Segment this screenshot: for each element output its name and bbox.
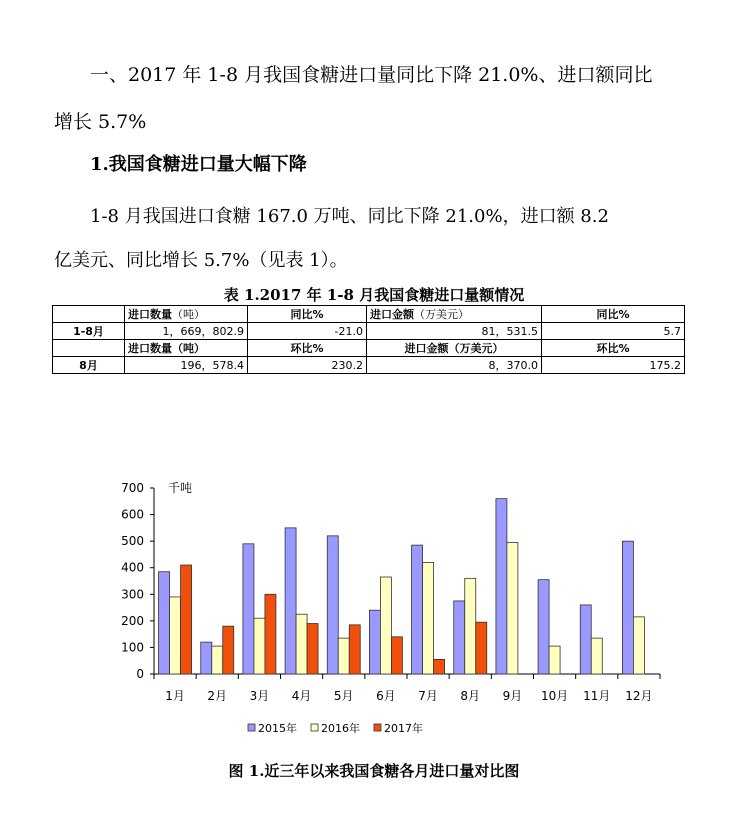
bar-2016年 [507,542,518,674]
amt-cell: 8，370.0 [367,357,542,374]
y-tick-label: 100 [121,640,144,655]
unit-label: 千吨 [168,481,193,495]
bar-2017年 [307,624,318,674]
yoy2-header: 同比% [542,306,685,323]
qty-header: 进口数量（吨） [125,306,248,323]
y-tick-label: 700 [121,481,144,495]
mom2-cell: 175.2 [542,357,685,374]
x-tick-label: 1月 [165,689,185,703]
y-tick-label: 600 [121,507,144,522]
x-tick-label: 12月 [625,689,653,703]
bar-2015年 [454,601,465,674]
y-tick-label: 400 [121,560,144,575]
qty-cell: 196，578.4 [125,357,248,374]
bar-2015年 [369,610,380,674]
x-tick-label: 3月 [249,689,270,703]
mom-cell: 230.2 [248,357,367,374]
y-tick-label: 500 [121,534,144,549]
bar-2017年 [223,626,234,674]
bar-2015年 [496,499,507,674]
qty-cell: 1，669，802.9 [125,323,248,340]
bar-2016年 [465,578,476,674]
bar-2016年 [212,646,223,674]
x-tick-label: 4月 [291,689,312,703]
x-tick-label: 9月 [502,689,523,703]
section-heading-line1: 一、2017 年 1-8 月我国食糖进口量同比下降 21.0%、进口额同比 [90,64,653,86]
table-cell-blank [53,306,125,323]
table-caption: 表 1.2017 年 1-8 月我国食糖进口量额情况 [223,286,525,304]
bar-2016年 [380,577,391,674]
y-tick-label: 200 [121,613,144,628]
bar-2015年 [580,605,591,674]
bar-2015年 [159,572,170,674]
legend-swatch [311,724,318,731]
yoy2-cell: 5.7 [542,323,685,340]
legend-swatch [248,724,255,731]
body-paragraph [54,195,714,283]
section-heading-line2: 增长 5.7% [54,111,147,133]
bar-2016年 [549,646,560,674]
mom-header: 环比% [248,340,367,357]
bar-2015年 [327,536,338,674]
legend-label: 2017年 [384,722,423,735]
yoy-header: 同比% [248,306,367,323]
bar-2017年 [265,594,276,674]
body-paragraph-line2: 亿美元、同比增长 5.7%（见表 1）。 [54,250,348,271]
bar-2015年 [412,545,423,674]
bar-2017年 [349,625,360,674]
bar-2015年 [243,544,254,674]
table-cell-blank [53,340,125,357]
amt-header: 进口金额（万美元） [367,306,542,323]
x-tick-label: 8月 [460,689,481,703]
bar-2016年 [591,638,602,674]
table-row [53,357,685,374]
bar-2015年 [201,642,212,674]
bar-2016年 [254,618,265,674]
subsection-heading: 1.我国食糖进口量大幅下降 [90,154,307,175]
bar-2016年 [633,617,644,674]
x-tick-label: 2月 [207,689,228,703]
figure-caption: 图 1.近三年以来我国食糖各月进口量对比图 [228,762,520,780]
row-label: 1-8月 [53,323,125,340]
body-paragraph-line1: 1-8 月我国进口食糖 167.0 万吨、同比下降 21.0%，进口额 8.2 [90,206,609,227]
x-tick-label: 6月 [376,689,396,703]
section-heading [54,52,714,146]
legend-swatch [374,724,381,731]
bar-2016年 [338,638,349,674]
x-tick-label: 7月 [418,689,438,703]
y-tick-label: 0 [136,667,144,681]
row-label: 8月 [53,357,125,374]
table-header-row [53,306,685,323]
amt-cell: 81，531.5 [367,323,542,340]
table-row [53,323,685,340]
bar-2016年 [423,562,434,674]
legend-label: 2016年 [321,722,360,735]
bar-2016年 [170,597,181,674]
x-tick-label: 5月 [333,689,354,703]
amt-header: 进口金额（万美元） [367,340,542,357]
bar-2017年 [181,565,192,674]
bar-2017年 [391,637,402,674]
qty-header: 进口数量（吨） [125,340,248,357]
bar-2017年 [476,622,487,674]
yoy-cell: -21.0 [248,323,367,340]
import-table [52,305,685,374]
y-tick-label: 300 [121,587,144,602]
bar-2015年 [285,528,296,674]
x-tick-label: 10月 [540,689,569,703]
mom2-header: 环比% [542,340,685,357]
bar-2017年 [434,659,445,674]
bar-2015年 [538,580,549,674]
bar-2016年 [296,614,307,674]
table-header-row [53,340,685,357]
legend-label: 2015年 [258,722,297,735]
import-bar-chart [0,470,748,750]
x-tick-label: 11月 [583,689,611,703]
bar-2015年 [622,541,633,674]
